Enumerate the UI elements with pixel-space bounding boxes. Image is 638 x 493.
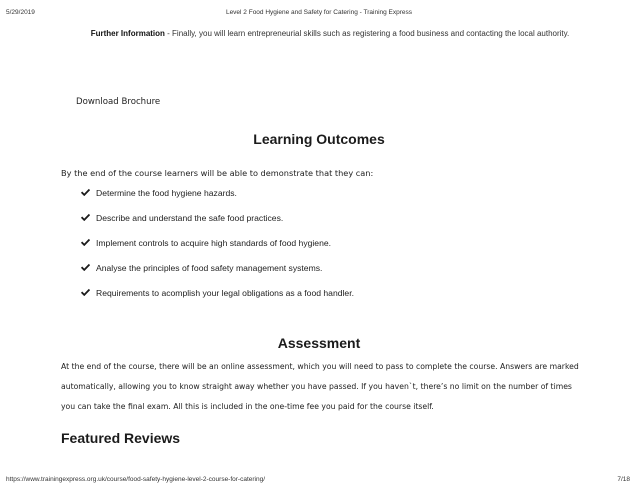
check-icon (81, 263, 91, 273)
list-item-text: Requirements to acomplish your legal obligations as a food handler. (96, 288, 354, 298)
list-item (81, 238, 354, 263)
list-item-text: Analyse the principles of food safety management systems. (96, 263, 323, 273)
list-item-text: Describe and understand the safe food practices. (96, 213, 284, 223)
learning-outcomes-heading: Learning Outcomes (253, 131, 385, 147)
list-item-text: Implement controls to acquire high standards of food hygiene. (96, 238, 332, 248)
list-item (81, 263, 354, 288)
learning-outcomes-list (81, 188, 354, 313)
page-number: 7/18 (617, 476, 630, 483)
print-url: https://www.trainingexpress.org.uk/course/food-safety-hygiene-level-2-course-for-catering/ (6, 476, 266, 483)
featured-reviews-heading: Featured Reviews (61, 430, 181, 446)
further-information-text: - Finally, you will learn entrepreneurial skills such as registering a food business and contacting the local authority. (164, 29, 570, 38)
further-information-paragraph (80, 27, 580, 41)
list-item (81, 288, 354, 313)
check-icon (81, 213, 91, 223)
check-icon (81, 288, 91, 298)
print-footer (0, 476, 638, 486)
list-item (81, 213, 354, 238)
check-icon (81, 238, 91, 248)
list-item-text: Determine the food hygiene hazards. (96, 188, 237, 198)
print-header (0, 9, 638, 21)
list-item (81, 188, 354, 213)
assessment-heading: Assessment (277, 335, 361, 351)
learning-outcomes-intro: By the end of the course learners will be able to demonstrate that they can: (61, 168, 374, 178)
check-icon (81, 188, 91, 198)
print-date: 5/29/2019 (6, 9, 35, 16)
download-brochure-link[interactable]: Download Brochure (76, 97, 161, 107)
further-information-label: Further Information (90, 29, 165, 38)
assessment-paragraph: At the end of the course, there will be an online assessment, which you will need to pass to complete the course. Answers are marked automatically, allowing you to know straight away whether you have passed. If you haven`t, there’s no limit on the number of times you can take the final exam. All this is included in the one-time fee you paid for the course itself. (61, 362, 579, 411)
print-page-title: Level 2 Food Hygiene and Safety for Catering - Training Express (225, 9, 413, 16)
